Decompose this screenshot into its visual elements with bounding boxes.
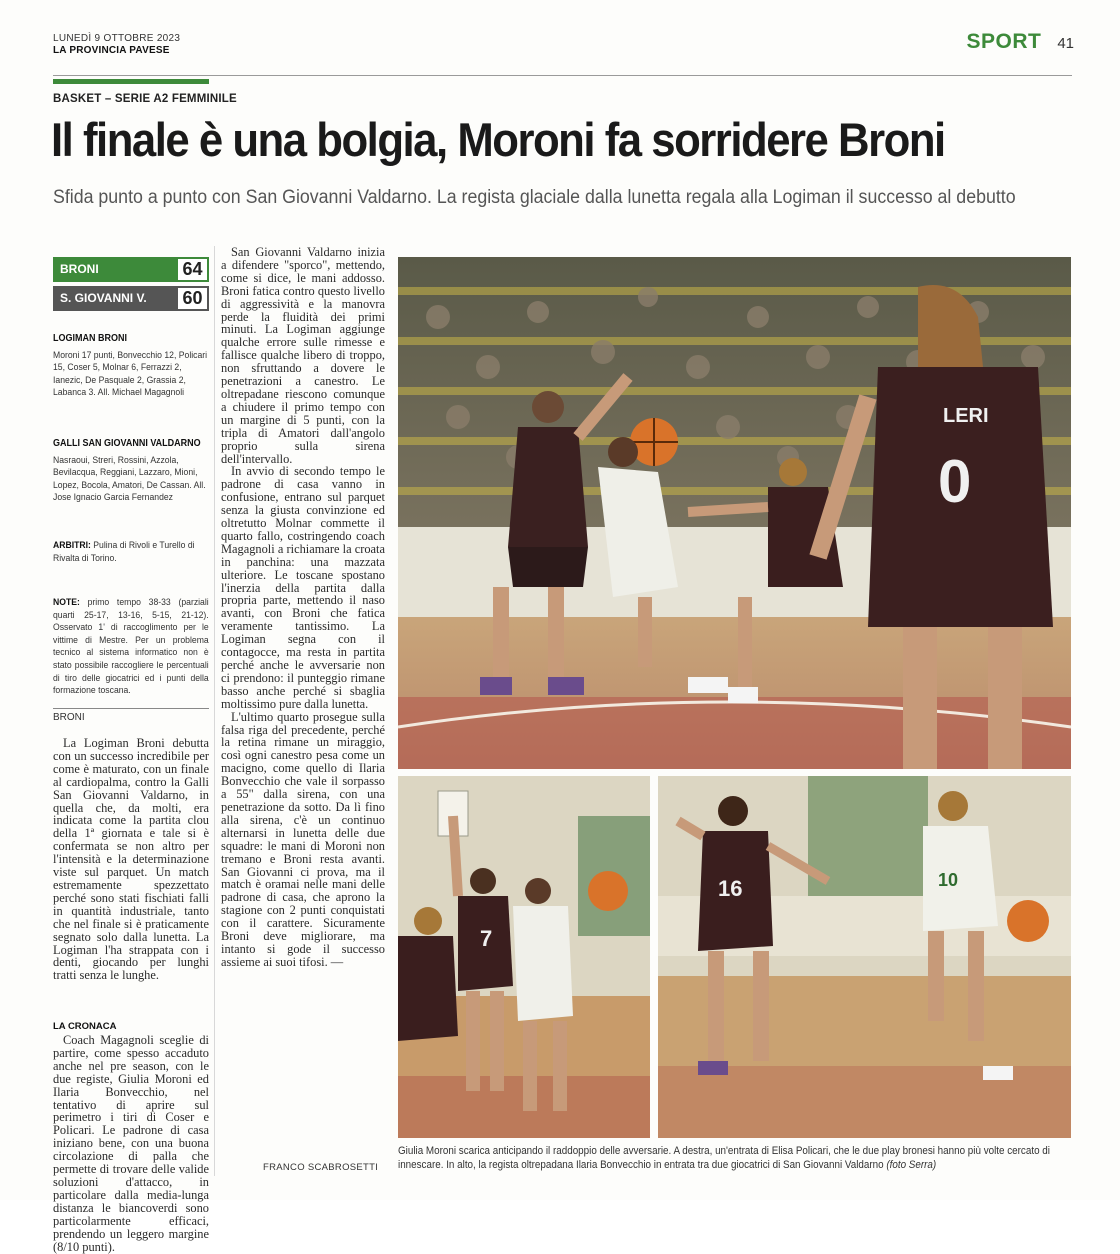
jersey-number-right-red: 16 — [718, 876, 743, 901]
jersey-name-main: LERI — [943, 405, 989, 427]
left-game-photo — [398, 776, 650, 1138]
caption-text: Giulia Moroni scarica anticipando il raddoppio delle avversarie. A destra, un'entrata di Elisa Policari, che le due play bronesi hanno più volte cercato di innescare. In alto, la regista oltrepadana Ilaria Bonvecchio in entrata tra due giocatrici di San Giovanni Valdarno — [398, 1145, 1050, 1171]
home-lineup — [53, 333, 209, 400]
home-lineup-title: LOGIMAN BRONI — [53, 333, 127, 344]
section-title: SPORT — [966, 30, 1042, 53]
away-lineup-title: GALLI SAN GIOVANNI VALDARNO — [53, 438, 201, 449]
jersey-number-main: 0 — [938, 448, 972, 515]
paragraph-cronaca: Coach Magagnoli sceglie di partire, come spesso accaduto anche nel pre season, con le due registe, Giulia Moroni ed Ilaria Bonvecchio, nel tentativo di aprire sul perimetro i tiri di Coser e Policari. Le padrone di casa iniziano bene, con una buona circolazione di palla che permette di trovare delle valide soluzioni d'attacco, in particolare dalla media-lunga distanza le biancoverdi sono particolarmente efficaci, prendendo un leggero margine (8/10 punti). — [53, 1033, 209, 1254]
right-game-photo — [658, 776, 1071, 1138]
masthead-rule — [53, 75, 1072, 76]
section-accent-bar — [53, 79, 209, 84]
article-column-1 — [53, 737, 209, 1010]
score-row-home — [53, 257, 209, 282]
paragraph-second-half: In avvio di secondo tempo le padrone di casa vanno in confusione, entrano sul parquet senza la giusta convinzione ed oltretutto Molnar commette il quarto fallo, costringendo coach Magagnoli a richiamare la croata in panchina: una mazzata ulteriore. Le toscane spostano l'inerzia della partita dalla propria parte, mettendo il naso avanti, con Broni che fatica veramente tantissimo. La Logiman segna con il contagocce, ma resta in partita perché anche le avversarie non ci prendono: il punteggio rimane basso anche perché si sbaglia moltissimo pure dalla lunetta. — [221, 464, 385, 711]
away-team-score: 60 — [176, 286, 209, 311]
column-divider — [214, 246, 215, 1176]
paragraph-first-half: San Giovanni Valdarno inizia a difendere "sporco", mettendo, come si dice, le mani addosso. Broni fatica contro questo livello di aggressività e la manovra perde la fluidità dei primi minuti. La Logiman aggiunge qualche errore sulle rimesse e fallisce qualche libero di troppo, non sfruttando a dovere le penetrazioni a canestro. Le oltrepadane riescono comunque a chiudere il primo tempo con un margine di 5 punti, con la tripla di Amatori dall'angolo proprio sulla sirena dell'intervallo. — [221, 245, 385, 466]
cronaca-subhead: LA CRONACA — [53, 1021, 117, 1032]
home-lineup-players: Moroni 17 punti, Bonvecchio 12, Policari 15, Coser 5, Molnar 6, Ferrazzi 2, Ianezic, De Pasquale 2, Grassia 2, Labanca 3. All. Michael Magagnoli — [53, 349, 208, 399]
home-team-score: 64 — [176, 257, 209, 282]
notes-label: NOTE: — [53, 597, 80, 608]
main-game-photo — [398, 257, 1071, 769]
masthead-left — [53, 33, 180, 56]
paragraph-final-quarter: L'ultimo quarto prosegue sulla falsa riga del precedente, perché la retina rimane un miraggio, così ogni canestro pesa come un macigno, come quello di Ilaria Bonvecchio che vale il sorpasso a 55" dalla sirena, con una penetrazione da sotto. Da lì fino alla sirena, c'è un continuo alternarsi in lunetta delle due squadre: le mani di Moroni non tremano e Broni resta avanti. San Giovanni ci prova, ma il match è oramai nelle mani delle padrone di casa, che aprono la stagione con 2 punti conquistati con il carattere. Sicuramente Broni deve migliorare, ma intanto si gode il successo assieme ai suoi tifosi. — — [221, 709, 385, 969]
away-lineup — [53, 438, 209, 505]
article-column-2 — [221, 246, 385, 1158]
dateline-rule — [53, 708, 209, 709]
referees-label: ARBITRI: — [53, 540, 91, 551]
notes-text: primo tempo 38-33 (parziali quarti 25-17, 13-16, 5-15, 21-12). Osservato 1' di raccoglimento per le vittime di Mestre. Per un problema tecnico al sistema informatico non è stato possibile raccogliere le percentuali di tiro delle giocatrici ed i punti della formazione toscana. — [53, 597, 209, 697]
score-row-away — [53, 286, 209, 311]
paragraph-intro: La Logiman Broni debutta con un successo incredibile per come è maturato, con un finale al cardiopalma, contro la Galli San Giovanni Valdarno, in quella che, da molti, era indicata come la partita clou della 1ª giornata e tale si è confermata se non altro per l'intensità e la determinazione viste sul parquet. Un match estremamente spezzettato perché sono stati fischiati falli in quantità industriale, tanto che nel finale si è praticamente segnato solo dalla lunetta. La Logiman l'ha strappata con i denti, giocando per lunghi tratti senza le lunghe. — [53, 736, 209, 983]
paper-name: LA PROVINCIA PAVESE — [53, 45, 170, 56]
referees — [53, 540, 209, 565]
home-team-name: BRONI — [53, 257, 176, 282]
issue-date: LUNEDÌ 9 OTTOBRE 2023 — [53, 33, 181, 44]
byline: FRANCO SCABROSETTI — [263, 1162, 379, 1173]
referees-text: Pulina di Rivoli e Turello di Rivalta di Torino. — [53, 540, 195, 564]
jersey-number-left: 7 — [480, 926, 493, 951]
photo-caption — [398, 1144, 1077, 1172]
article-column-1b — [53, 1033, 209, 1254]
away-team-name: S. GIOVANNI V. — [53, 286, 176, 311]
jersey-number-right-white: 10 — [938, 870, 959, 890]
away-lineup-players: Nasraoui, Streri, Rossini, Azzola, Bevilacqua, Reggiani, Lazzaro, Mioni, Lopez, Bocola, Amatori, De Cassan. All. Jose Ignacio Garcia Fernandez — [53, 454, 206, 504]
article-headline: Il finale è una bolgia, Moroni fa sorridere Broni — [51, 113, 945, 166]
dateline: BRONI — [53, 712, 85, 723]
photo-credit: (foto Serra) — [886, 1159, 937, 1171]
article-subhead: Sfida punto a punto con San Giovanni Valdarno. La regista glaciale dalla lunetta regala alla Logiman il successo al debutto — [53, 187, 1016, 208]
masthead-right — [966, 30, 1074, 54]
match-notes — [53, 597, 209, 698]
page-number: 41 — [1057, 35, 1074, 52]
article-kicker: BASKET – SERIE A2 FEMMINILE — [53, 93, 237, 105]
